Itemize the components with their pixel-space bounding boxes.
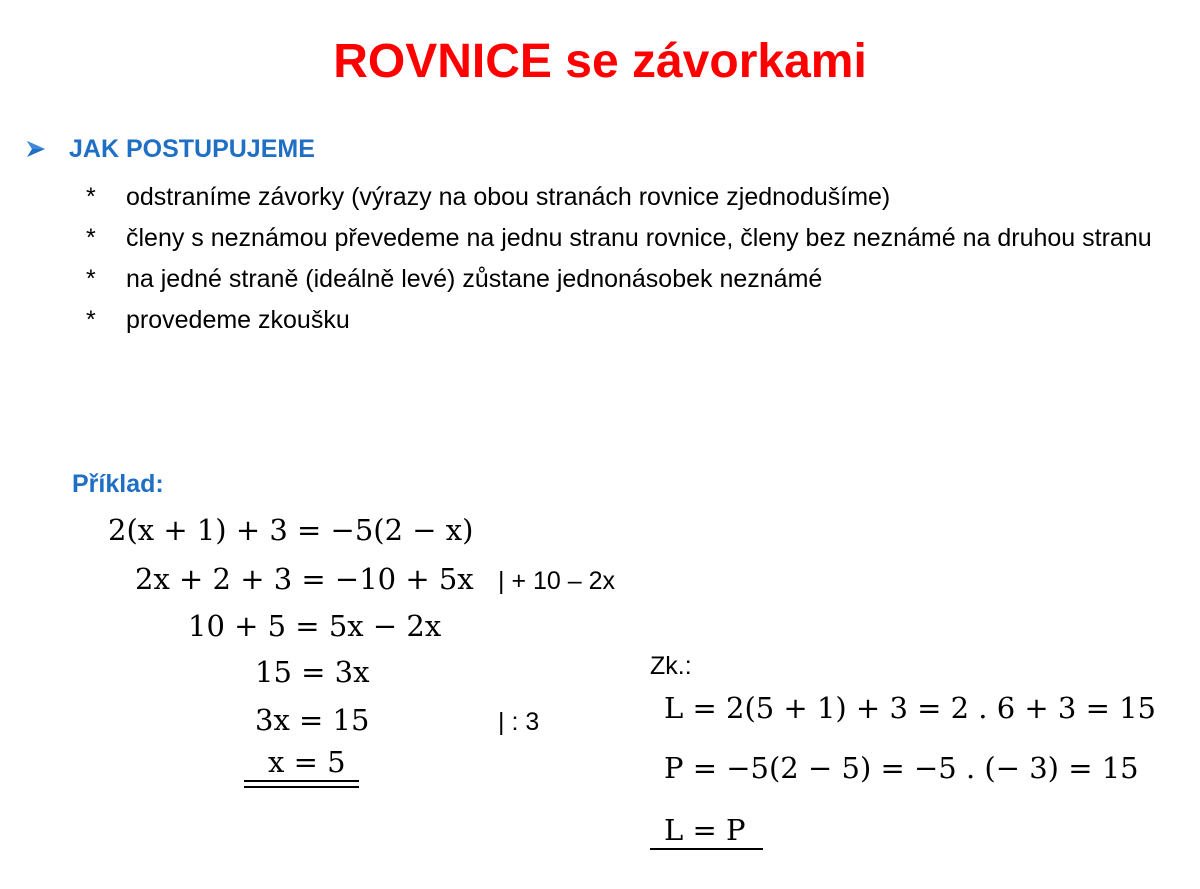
step-operation-note: | + 10 – 2x (498, 567, 615, 595)
bullet-marker: * (86, 265, 96, 293)
step-operation-note: | : 3 (498, 708, 540, 736)
arrowhead-bullet-icon (25, 138, 47, 160)
steps-list (86, 180, 1186, 344)
list-item-text: na jedné straně (ideálně levé) zůstane jednonásobek neznámé (126, 265, 823, 293)
check-conclusion: L = P (664, 813, 746, 847)
list-item-text: odstraníme závorky (výrazy na obou stranách rovnice zjednodušíme) (126, 183, 891, 211)
equation-step: 15 = 3x (255, 655, 370, 689)
list-item (86, 303, 1186, 338)
list-item (86, 262, 1186, 297)
check-underline (650, 848, 763, 850)
section-heading (25, 133, 315, 165)
section-heading-text: JAK POSTUPUJEME (69, 135, 315, 163)
list-item-text: členy s neznámou převedeme na jednu stranu rovnice, členy bez neznámé na druhou stranu (126, 224, 1152, 252)
equation-step: 10 + 5 = 5x − 2x (188, 609, 442, 643)
list-item-text: provedeme zkoušku (126, 306, 350, 334)
bullet-marker: * (86, 306, 96, 334)
list-item (86, 221, 1186, 256)
list-item (86, 180, 1186, 215)
bullet-marker: * (86, 183, 96, 211)
equation-step: 2(x + 1) + 3 = −5(2 − x) (108, 513, 474, 547)
equation-step: 2x + 2 + 3 = −10 + 5x (135, 562, 474, 596)
check-label: Zk.: (650, 652, 692, 680)
result-underline (244, 780, 359, 782)
solution-result: x = 5 (268, 745, 346, 779)
page-title: ROVNICE se závorkami (333, 35, 867, 88)
bullet-marker: * (86, 224, 96, 252)
equation-step: 3x = 15 (255, 703, 370, 737)
check-line: L = 2(5 + 1) + 3 = 2 . 6 + 3 = 15 (664, 691, 1157, 725)
result-underline (244, 786, 359, 788)
check-line: P = −5(2 − 5) = −5 . (− 3) = 15 (664, 751, 1139, 785)
example-label: Příklad: (72, 470, 164, 498)
